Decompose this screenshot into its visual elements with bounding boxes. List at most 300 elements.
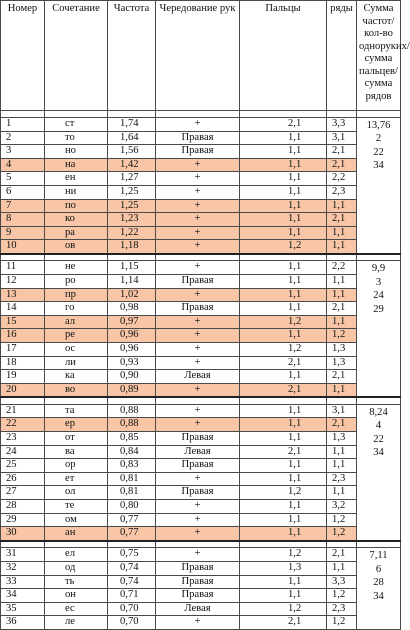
cell-hand: Правая <box>156 432 240 446</box>
cell-combo: те <box>45 500 108 514</box>
cell-fingers: 1,1 <box>240 275 327 289</box>
table-row <box>1 199 401 213</box>
cell-rows: 2,2 <box>327 261 357 275</box>
cell-fingers: 1,1 <box>240 145 327 159</box>
cell-num: 35 <box>1 602 45 616</box>
cell-freq: 1,27 <box>108 172 156 186</box>
table-row <box>1 404 401 418</box>
cell-freq: 0,71 <box>108 589 156 603</box>
cell-num: 17 <box>1 343 45 357</box>
spacer-cell <box>327 254 357 261</box>
cell-fingers: 1,2 <box>240 240 327 254</box>
cell-fingers: 2,1 <box>240 383 327 397</box>
cell-hand: Правая <box>156 561 240 575</box>
cell-combo: ан <box>45 527 108 541</box>
spacer-cell <box>327 397 357 404</box>
cell-hand: Левая <box>156 370 240 384</box>
cell-rows: 1,1 <box>327 315 357 329</box>
header-row <box>1 1 401 111</box>
table-row <box>1 616 401 630</box>
cell-freq: 0,93 <box>108 356 156 370</box>
summary-value: 3 <box>375 276 382 288</box>
group-summary <box>357 118 401 254</box>
cell-hand: Правая <box>156 302 240 316</box>
spacer-cell <box>45 111 108 118</box>
cell-freq: 0,96 <box>108 329 156 343</box>
cell-num: 2 <box>1 131 45 145</box>
cell-fingers: 1,1 <box>240 575 327 589</box>
cell-combo: ер <box>45 418 108 432</box>
cell-hand: + <box>156 513 240 527</box>
cell-combo: го <box>45 302 108 316</box>
cell-num: 20 <box>1 383 45 397</box>
cell-fingers: 1,2 <box>240 486 327 500</box>
table-row <box>1 575 401 589</box>
spacer-cell <box>1 541 45 548</box>
header-rows: ряды <box>327 1 357 111</box>
cell-combo: на <box>45 158 108 172</box>
cell-combo: ов <box>45 240 108 254</box>
cell-fingers: 1,1 <box>240 158 327 172</box>
cell-num: 31 <box>1 548 45 562</box>
cell-rows: 3,1 <box>327 404 357 418</box>
cell-hand: + <box>156 548 240 562</box>
table-row <box>1 288 401 302</box>
cell-num: 16 <box>1 329 45 343</box>
cell-combo: но <box>45 145 108 159</box>
summary-value: 28 <box>373 577 384 589</box>
cell-freq: 0,80 <box>108 500 156 514</box>
cell-num: 15 <box>1 315 45 329</box>
spacer-cell <box>156 111 240 118</box>
cell-rows: 2,1 <box>327 370 357 384</box>
table-row <box>1 513 401 527</box>
cell-hand: Правая <box>156 131 240 145</box>
spacer-cell <box>357 111 401 118</box>
summary-value: 34 <box>373 160 384 172</box>
cell-num: 13 <box>1 288 45 302</box>
group-spacer <box>1 254 401 261</box>
cell-fingers: 2,1 <box>240 118 327 132</box>
summary-value: 7,11 <box>369 550 388 562</box>
cell-freq: 1,18 <box>108 240 156 254</box>
spacer-cell <box>1 254 45 261</box>
cell-freq: 0,74 <box>108 575 156 589</box>
cell-hand: + <box>156 329 240 343</box>
table-row <box>1 213 401 227</box>
summary-value: 6 <box>375 563 382 575</box>
spacer-cell <box>240 397 327 404</box>
cell-fingers: 1,1 <box>240 302 327 316</box>
cell-fingers: 1,1 <box>240 513 327 527</box>
cell-rows: 2,3 <box>327 602 357 616</box>
cell-fingers: 2,1 <box>240 356 327 370</box>
cell-hand: + <box>156 527 240 541</box>
table-row <box>1 432 401 446</box>
cell-fingers: 1,2 <box>240 602 327 616</box>
summary-value: 22 <box>373 146 384 158</box>
cell-combo: ос <box>45 343 108 357</box>
cell-combo: ро <box>45 275 108 289</box>
cell-fingers: 1,2 <box>240 315 327 329</box>
cell-hand: Левая <box>156 445 240 459</box>
cell-freq: 1,56 <box>108 145 156 159</box>
cell-hand: + <box>156 199 240 213</box>
cell-fingers: 1,1 <box>240 329 327 343</box>
cell-hand: Правая <box>156 275 240 289</box>
cell-rows: 1,1 <box>327 199 357 213</box>
cell-rows: 1,1 <box>327 486 357 500</box>
cell-hand: + <box>156 288 240 302</box>
cell-num: 12 <box>1 275 45 289</box>
cell-freq: 0,97 <box>108 315 156 329</box>
table-row <box>1 356 401 370</box>
cell-hand: Левая <box>156 602 240 616</box>
spacer-cell <box>357 397 401 404</box>
cell-freq: 0,90 <box>108 370 156 384</box>
cell-num: 19 <box>1 370 45 384</box>
table-row <box>1 459 401 473</box>
cell-num: 25 <box>1 459 45 473</box>
table-row <box>1 315 401 329</box>
cell-freq: 0,84 <box>108 445 156 459</box>
table-row <box>1 561 401 575</box>
group-spacer <box>1 541 401 548</box>
cell-fingers: 1,3 <box>240 561 327 575</box>
cell-rows: 2,1 <box>327 302 357 316</box>
cell-combo: он <box>45 589 108 603</box>
cell-hand: + <box>156 185 240 199</box>
cell-num: 7 <box>1 199 45 213</box>
cell-combo: по <box>45 199 108 213</box>
cell-fingers: 1,1 <box>240 404 327 418</box>
summary-value: 9,9 <box>371 263 386 275</box>
cell-rows: 1,3 <box>327 343 357 357</box>
spacer-cell <box>1 397 45 404</box>
cell-freq: 0,75 <box>108 548 156 562</box>
cell-combo: пр <box>45 288 108 302</box>
cell-fingers: 1,1 <box>240 213 327 227</box>
summary-value: 8,24 <box>369 406 388 418</box>
cell-rows: 3,1 <box>327 131 357 145</box>
cell-hand: + <box>156 315 240 329</box>
cell-freq: 0,74 <box>108 561 156 575</box>
cell-rows: 1,2 <box>327 616 357 630</box>
cell-num: 30 <box>1 527 45 541</box>
cell-fingers: 1,1 <box>240 500 327 514</box>
cell-hand: Правая <box>156 589 240 603</box>
table-row <box>1 548 401 562</box>
table-row <box>1 418 401 432</box>
cell-fingers: 1,2 <box>240 343 327 357</box>
cell-rows: 1,2 <box>327 513 357 527</box>
spacer-cell <box>240 541 327 548</box>
cell-fingers: 1,1 <box>240 185 327 199</box>
header-freq: Частота <box>108 1 156 111</box>
cell-hand: + <box>156 418 240 432</box>
cell-freq: 0,81 <box>108 472 156 486</box>
cell-hand: + <box>156 616 240 630</box>
cell-fingers: 1,1 <box>240 418 327 432</box>
cell-freq: 0,83 <box>108 459 156 473</box>
cell-fingers: 1,1 <box>240 527 327 541</box>
spacer-cell <box>108 254 156 261</box>
cell-rows: 1,1 <box>327 383 357 397</box>
cell-hand: + <box>156 500 240 514</box>
cell-freq: 0,89 <box>108 383 156 397</box>
cell-num: 33 <box>1 575 45 589</box>
cell-rows: 1,1 <box>327 459 357 473</box>
cell-num: 29 <box>1 513 45 527</box>
cell-freq: 0,70 <box>108 602 156 616</box>
cell-combo: от <box>45 432 108 446</box>
cell-rows: 1,1 <box>327 288 357 302</box>
spacer-cell <box>108 397 156 404</box>
cell-fingers: 1,1 <box>240 226 327 240</box>
group-summary <box>357 261 401 397</box>
group-spacer <box>1 397 401 404</box>
cell-num: 8 <box>1 213 45 227</box>
cell-freq: 0,96 <box>108 343 156 357</box>
table-row <box>1 527 401 541</box>
spacer-cell <box>156 254 240 261</box>
cell-combo: ес <box>45 602 108 616</box>
cell-freq: 1,22 <box>108 226 156 240</box>
table-row <box>1 589 401 603</box>
cell-rows: 1,2 <box>327 329 357 343</box>
cell-freq: 0,85 <box>108 432 156 446</box>
summary-value: 4 <box>375 420 382 432</box>
cell-fingers: 1,1 <box>240 261 327 275</box>
cell-hand: Правая <box>156 459 240 473</box>
table-row <box>1 226 401 240</box>
spacer-cell <box>327 111 357 118</box>
cell-rows: 1,2 <box>327 589 357 603</box>
cell-fingers: 1,1 <box>240 459 327 473</box>
cell-num: 32 <box>1 561 45 575</box>
header-hand: Чередование рук <box>156 1 240 111</box>
table-row <box>1 172 401 186</box>
cell-freq: 1,15 <box>108 261 156 275</box>
cell-hand: + <box>156 226 240 240</box>
cell-combo: ом <box>45 513 108 527</box>
table-row <box>1 145 401 159</box>
table-row <box>1 240 401 254</box>
cell-num: 24 <box>1 445 45 459</box>
cell-num: 34 <box>1 589 45 603</box>
cell-combo: ен <box>45 172 108 186</box>
cell-num: 26 <box>1 472 45 486</box>
spacer-cell <box>327 541 357 548</box>
cell-freq: 1,74 <box>108 118 156 132</box>
header-num: Номер <box>1 1 45 111</box>
cell-num: 18 <box>1 356 45 370</box>
table-row <box>1 261 401 275</box>
table-row <box>1 602 401 616</box>
cell-fingers: 1,1 <box>240 589 327 603</box>
cell-rows: 1,1 <box>327 226 357 240</box>
cell-combo: ре <box>45 329 108 343</box>
cell-freq: 1,25 <box>108 185 156 199</box>
cell-combo: ор <box>45 459 108 473</box>
cell-freq: 0,81 <box>108 486 156 500</box>
cell-rows: 1,3 <box>327 356 357 370</box>
summary-value: 24 <box>373 290 384 302</box>
cell-num: 3 <box>1 145 45 159</box>
cell-hand: Правая <box>156 145 240 159</box>
group-spacer <box>1 111 401 118</box>
table-body <box>1 111 401 630</box>
cell-freq: 1,02 <box>108 288 156 302</box>
cell-combo: ал <box>45 315 108 329</box>
cell-hand: + <box>156 383 240 397</box>
table-row <box>1 383 401 397</box>
cell-rows: 2,1 <box>327 145 357 159</box>
table-row <box>1 275 401 289</box>
spacer-cell <box>240 254 327 261</box>
header-summary: Сумма частот/кол-во одноруких/ сумма пальцев/ сумма рядов <box>357 1 401 111</box>
cell-fingers: 2,1 <box>240 616 327 630</box>
cell-hand: + <box>156 472 240 486</box>
cell-num: 11 <box>1 261 45 275</box>
cell-hand: Правая <box>156 486 240 500</box>
cell-combo: ть <box>45 575 108 589</box>
table-row <box>1 185 401 199</box>
cell-num: 27 <box>1 486 45 500</box>
cell-combo: ко <box>45 213 108 227</box>
cell-combo: то <box>45 131 108 145</box>
cell-freq: 1,14 <box>108 275 156 289</box>
cell-num: 28 <box>1 500 45 514</box>
cell-fingers: 1,1 <box>240 370 327 384</box>
cell-num: 4 <box>1 158 45 172</box>
cell-freq: 1,64 <box>108 131 156 145</box>
cell-num: 23 <box>1 432 45 446</box>
cell-rows: 2,2 <box>327 172 357 186</box>
cell-combo: ра <box>45 226 108 240</box>
cell-combo: та <box>45 404 108 418</box>
cell-hand: + <box>156 158 240 172</box>
cell-num: 9 <box>1 226 45 240</box>
summary-value: 34 <box>373 447 384 459</box>
cell-fingers: 1,1 <box>240 472 327 486</box>
cell-fingers: 1,1 <box>240 432 327 446</box>
table-row <box>1 343 401 357</box>
cell-rows: 1,1 <box>327 240 357 254</box>
spacer-cell <box>357 541 401 548</box>
cell-hand: + <box>156 404 240 418</box>
cell-combo: ли <box>45 356 108 370</box>
table-row <box>1 500 401 514</box>
spacer-cell <box>108 111 156 118</box>
table-row <box>1 445 401 459</box>
cell-num: 14 <box>1 302 45 316</box>
spacer-cell <box>1 111 45 118</box>
spacer-cell <box>108 541 156 548</box>
summary-value: 29 <box>373 303 384 315</box>
table-row <box>1 118 401 132</box>
cell-combo: ва <box>45 445 108 459</box>
cell-freq: 0,98 <box>108 302 156 316</box>
cell-rows: 2,1 <box>327 548 357 562</box>
cell-hand: + <box>156 118 240 132</box>
table-row <box>1 329 401 343</box>
cell-hand: + <box>156 172 240 186</box>
summary-value: 22 <box>373 433 384 445</box>
summary-value: 34 <box>373 590 384 602</box>
cell-fingers: 1,1 <box>240 172 327 186</box>
cell-rows: 2,1 <box>327 213 357 227</box>
cell-combo: во <box>45 383 108 397</box>
spacer-cell <box>240 111 327 118</box>
cell-combo: ле <box>45 616 108 630</box>
cell-freq: 0,77 <box>108 513 156 527</box>
cell-combo: ни <box>45 185 108 199</box>
cell-fingers: 1,2 <box>240 548 327 562</box>
cell-fingers: 1,1 <box>240 288 327 302</box>
table-row <box>1 302 401 316</box>
cell-num: 21 <box>1 404 45 418</box>
spacer-cell <box>357 254 401 261</box>
summary-value: 2 <box>375 133 382 145</box>
cell-hand: Правая <box>156 575 240 589</box>
cell-rows: 2,3 <box>327 472 357 486</box>
table-row <box>1 472 401 486</box>
cell-combo: ет <box>45 472 108 486</box>
header-combo: Сочетание <box>45 1 108 111</box>
cell-rows: 2,1 <box>327 158 357 172</box>
group-summary <box>357 548 401 630</box>
group-summary <box>357 404 401 540</box>
spacer-cell <box>45 397 108 404</box>
cell-num: 5 <box>1 172 45 186</box>
cell-freq: 1,25 <box>108 199 156 213</box>
cell-combo: ст <box>45 118 108 132</box>
cell-fingers: 1,1 <box>240 131 327 145</box>
spacer-cell <box>156 397 240 404</box>
cell-num: 36 <box>1 616 45 630</box>
cell-rows: 3,3 <box>327 575 357 589</box>
cell-num: 22 <box>1 418 45 432</box>
table-row <box>1 486 401 500</box>
cell-freq: 0,70 <box>108 616 156 630</box>
cell-rows: 2,3 <box>327 185 357 199</box>
cell-rows: 1,1 <box>327 275 357 289</box>
cell-rows: 1,1 <box>327 445 357 459</box>
cell-fingers: 1,1 <box>240 199 327 213</box>
cell-rows: 3,2 <box>327 500 357 514</box>
table-row <box>1 131 401 145</box>
cell-fingers: 2,1 <box>240 445 327 459</box>
spacer-cell <box>45 254 108 261</box>
cell-freq: 0,88 <box>108 404 156 418</box>
header-fingers: Пальцы <box>240 1 327 111</box>
cell-hand: + <box>156 213 240 227</box>
cell-combo: ел <box>45 548 108 562</box>
cell-rows: 1,2 <box>327 527 357 541</box>
table-row <box>1 158 401 172</box>
cell-freq: 1,42 <box>108 158 156 172</box>
cell-rows: 3,3 <box>327 118 357 132</box>
cell-num: 10 <box>1 240 45 254</box>
cell-combo: од <box>45 561 108 575</box>
cell-rows: 1,3 <box>327 432 357 446</box>
table-row <box>1 370 401 384</box>
spacer-cell <box>156 541 240 548</box>
cell-hand: + <box>156 356 240 370</box>
cell-freq: 0,77 <box>108 527 156 541</box>
cell-hand: + <box>156 343 240 357</box>
